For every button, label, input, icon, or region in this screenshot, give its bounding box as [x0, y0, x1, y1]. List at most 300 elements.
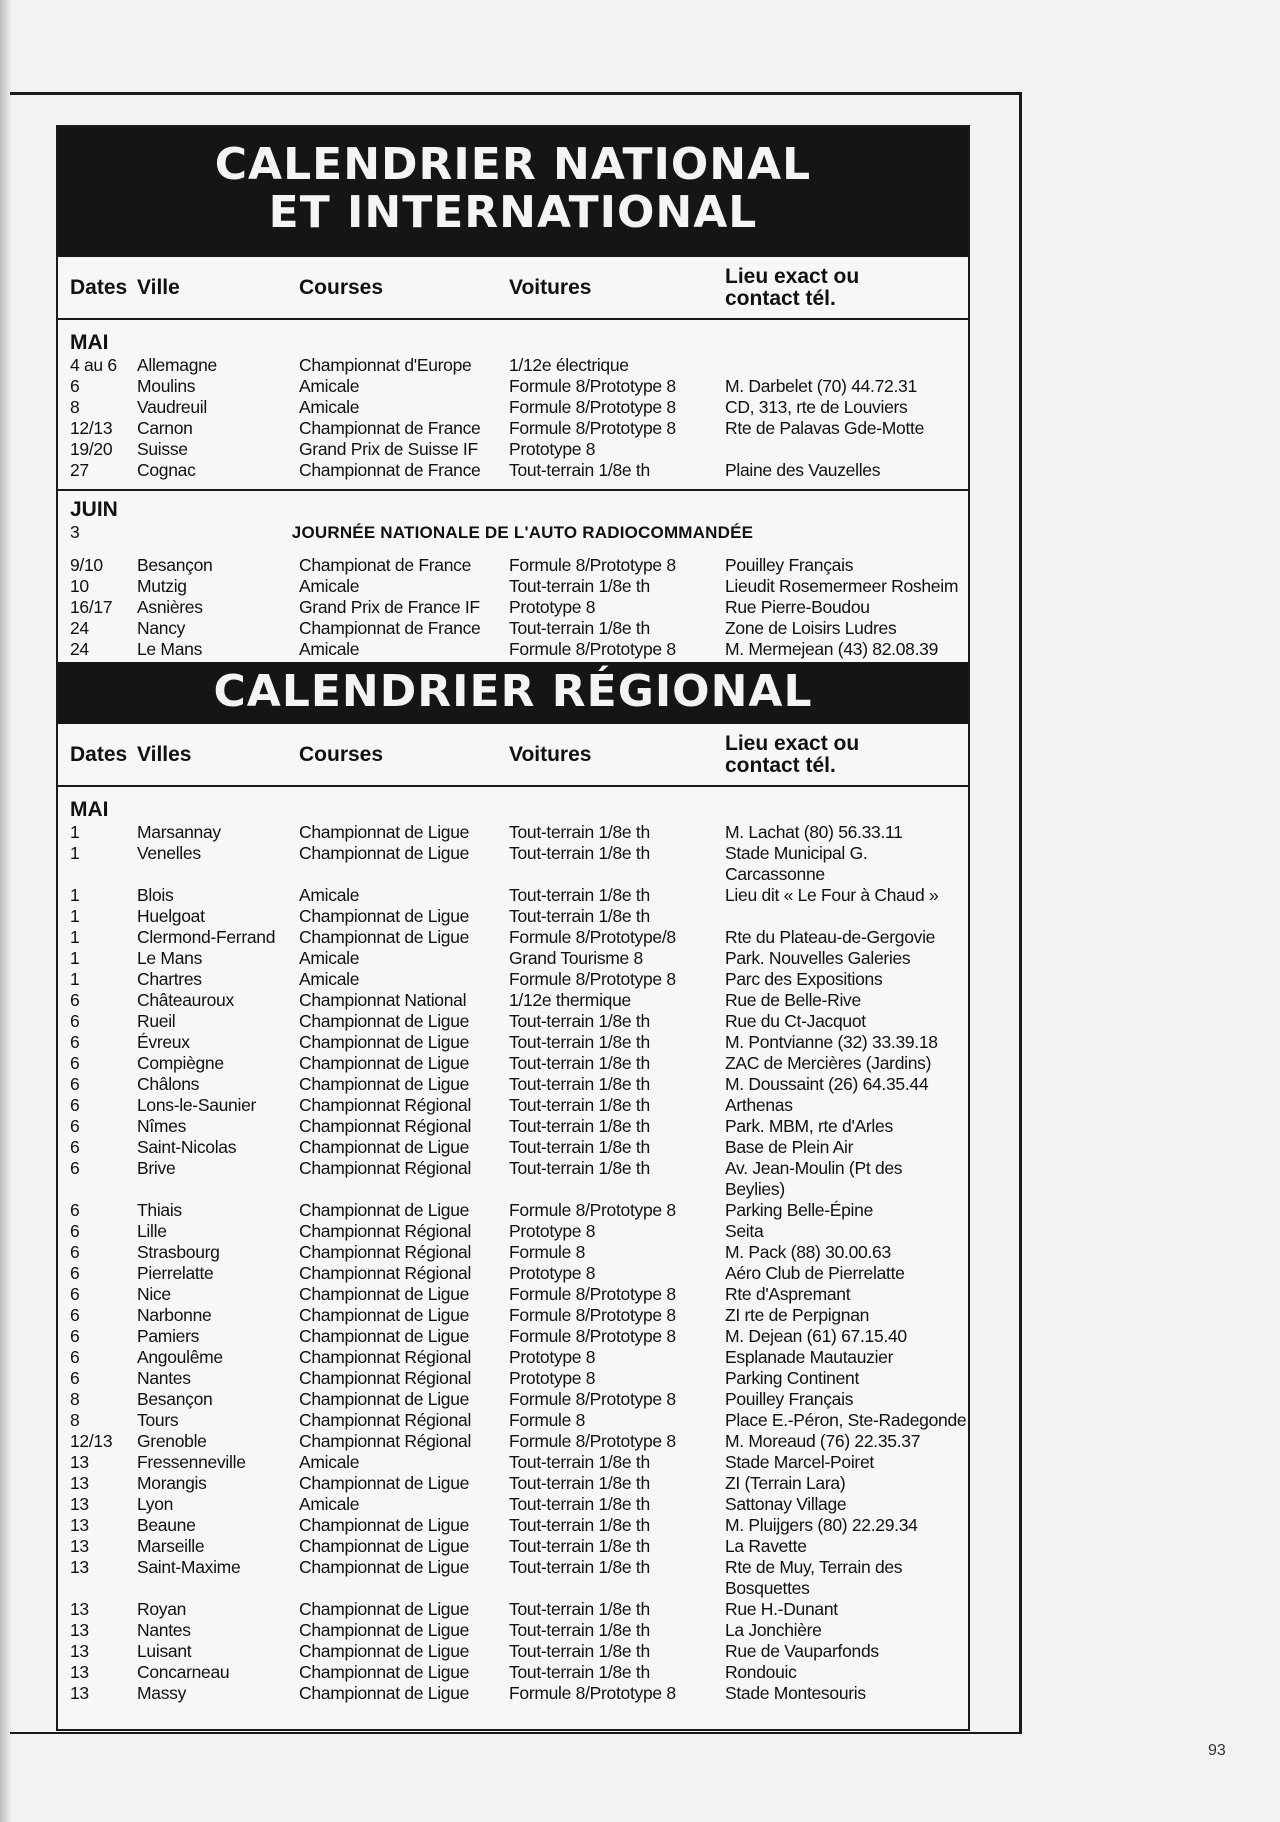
cell-course: Championnat Régional [299, 1431, 472, 1451]
cell-city: Beaune [137, 1515, 196, 1535]
cell-location: Park. Nouvelles Galeries [725, 948, 911, 968]
national-header-row [58, 257, 968, 320]
cell-car: Formule 8 [509, 1242, 586, 1262]
cell-date: 12/13 [70, 418, 113, 438]
cell-date: 1 [70, 948, 80, 968]
cell-course: Championnat Régional [299, 1410, 472, 1430]
separator [58, 489, 968, 491]
cell-city: Venelles [137, 843, 201, 863]
cell-location: M. Mermejean (43) 82.08.39 [725, 639, 939, 659]
cell-date: 1 [70, 843, 80, 863]
regional-banner: CALENDRIER RÉGIONAL [58, 662, 968, 724]
table-row [58, 1284, 968, 1305]
cell-city: Le Mans [137, 639, 203, 659]
cell-car: Formule 8/Prototype 8 [509, 1200, 676, 1220]
national-title-line2: ET INTERNATIONAL [268, 187, 758, 238]
cell-car: Tout-terrain 1/8e th [509, 618, 650, 638]
cell-city: Évreux [137, 1032, 190, 1052]
cell-course: Championnat de Ligue [299, 1200, 470, 1220]
national-juin-label: JUIN [70, 498, 118, 521]
table-row [58, 1494, 968, 1515]
cell-city: Saint-Nicolas [137, 1137, 237, 1157]
header-lieu-line1: Lieu exact ou [725, 264, 860, 288]
cell-location [725, 439, 968, 460]
cell-date: 13 [70, 1452, 89, 1472]
cell-city: Carnon [137, 418, 193, 438]
cell-date: 13 [70, 1641, 89, 1661]
cell-course: Championnat de France [299, 618, 481, 638]
cell-car: Tout-terrain 1/8e th [509, 1494, 650, 1514]
cell-course: Championnat Régional [299, 1368, 472, 1388]
cell-course: Championnat de Ligue [299, 1137, 470, 1157]
cell-car: Formule 8/Prototype 8 [509, 969, 676, 989]
table-row [58, 1326, 968, 1347]
cell-course: Championnat de Ligue [299, 1011, 470, 1031]
cell-location: Rue de Vauparfonds [725, 1641, 879, 1661]
cell-date: 6 [70, 1368, 80, 1388]
cell-date: 13 [70, 1515, 89, 1535]
cell-city: Suisse [137, 439, 188, 459]
cell-location: Rue H.-Dunant [725, 1599, 838, 1619]
cell-course: Championnat de Ligue [299, 1620, 470, 1640]
cell-city [137, 1578, 299, 1599]
cell-location: Parking Continent [725, 1368, 860, 1388]
cell-course: Championnat Régional [299, 1347, 472, 1367]
cell-location: La Ravette [725, 1536, 807, 1556]
calendar-frame [56, 125, 970, 1731]
cell-city: Nîmes [137, 1116, 187, 1136]
cell-location: Parking Belle-Épine [725, 1200, 873, 1220]
table-row [58, 1578, 968, 1599]
cell-car: Tout-terrain 1/8e th [509, 1137, 650, 1157]
header-ville: Ville [137, 275, 180, 299]
cell-car [509, 1179, 725, 1200]
cell-car: Formule 8/Prototype 8 [509, 1389, 676, 1409]
cell-date: 6 [70, 1347, 80, 1367]
cell-car: Tout-terrain 1/8e th [509, 1515, 650, 1535]
cell-city: Blois [137, 885, 174, 905]
cell-car: Prototype 8 [509, 597, 596, 617]
regional-header-row [58, 724, 968, 787]
cell-car: Tout-terrain 1/8e th [509, 1473, 650, 1493]
regional-mai-label: MAI [70, 798, 109, 821]
cell-location: Parc des Expositions [725, 969, 883, 989]
cell-car: Tout-terrain 1/8e th [509, 1074, 650, 1094]
cell-city [137, 1179, 299, 1200]
table-row [58, 927, 968, 948]
cell-location: Pouilley Français [725, 1389, 854, 1409]
cell-course: Championnat Régional [299, 1221, 472, 1241]
table-row [58, 1116, 968, 1137]
cell-date: 10 [70, 576, 89, 596]
cell-date: 6 [70, 1284, 80, 1304]
right-rule [1019, 92, 1022, 1734]
cell-location: Rte du Plateau-de-Gergovie [725, 927, 936, 947]
cell-car: Tout-terrain 1/8e th [509, 822, 650, 842]
cell-location: Stade Municipal G. [725, 843, 868, 863]
cell-car: Formule 8/Prototype 8 [509, 1284, 676, 1304]
cell-car: Tout-terrain 1/8e th [509, 1662, 650, 1682]
cell-location: M. Moreaud (76) 22.35.37 [725, 1431, 921, 1451]
journee-nationale-row [58, 522, 968, 543]
cell-car: Formule 8/Prototype 8 [509, 1683, 676, 1703]
cell-date: 13 [70, 1620, 89, 1640]
cell-course: Championnat Régional [299, 1158, 472, 1178]
cell-course: Championnat Régional [299, 1095, 472, 1115]
header-dates: Dates [70, 742, 128, 766]
cell-date: 6 [70, 1137, 80, 1157]
cell-city: Moulins [137, 376, 196, 396]
cell-date: 4 au 6 [70, 355, 117, 375]
cell-location: Rte d'Aspremant [725, 1284, 851, 1304]
cell-car: Tout-terrain 1/8e th [509, 1158, 650, 1178]
cell-city: Brive [137, 1158, 176, 1178]
header-lieu [725, 733, 968, 777]
table-row [58, 1557, 968, 1578]
cell-date: 6 [70, 990, 80, 1010]
cell-city: Grenoble [137, 1431, 207, 1451]
cell-date: 24 [70, 618, 89, 638]
cell-city: Vaudreuil [137, 397, 207, 417]
cell-course: Amicale [299, 969, 360, 989]
header-dates: Dates [70, 275, 128, 299]
header-lieu-line2: contact tél. [725, 753, 836, 777]
table-row [58, 1263, 968, 1284]
cell-city: Tours [137, 1410, 179, 1430]
cell-course: Amicale [299, 376, 360, 396]
cell-location: Stade Montesouris [725, 1683, 866, 1703]
cell-course: Championnat de Ligue [299, 1641, 470, 1661]
table-row [58, 555, 968, 576]
cell-city: Nice [137, 1284, 171, 1304]
journee-date: 3 [70, 522, 80, 542]
cell-car: Formule 8/Prototype 8 [509, 1305, 676, 1325]
cell-car: Tout-terrain 1/8e th [509, 1641, 650, 1661]
cell-location: La Jonchière [725, 1620, 822, 1640]
cell-date: 6 [70, 1158, 80, 1178]
cell-date: 13 [70, 1683, 89, 1703]
cell-location: ZI rte de Perpignan [725, 1305, 870, 1325]
cell-car: Formule 8/Prototype 8 [509, 376, 676, 396]
cell-car: Formule 8/Prototype 8 [509, 555, 676, 575]
cell-city: Châteauroux [137, 990, 234, 1010]
header-lieu-line1: Lieu exact ou [725, 731, 860, 755]
cell-course: Championnat de France [299, 418, 481, 438]
cell-car: Grand Tourisme 8 [509, 948, 643, 968]
cell-course: Grand Prix de France IF [299, 597, 480, 617]
cell-date: 8 [70, 1410, 80, 1430]
table-row [58, 1389, 968, 1410]
cell-car: 1/12e électrique [509, 355, 629, 375]
cell-location: Arthenas [725, 1095, 793, 1115]
cell-date: 6 [70, 1053, 80, 1073]
cell-car: Tout-terrain 1/8e th [509, 1557, 650, 1577]
cell-city: Le Mans [137, 948, 203, 968]
cell-location: Bosquettes [725, 1578, 810, 1598]
cell-car: Tout-terrain 1/8e th [509, 843, 650, 863]
header-lieu [725, 266, 968, 310]
cell-location: Plaine des Vauzelles [725, 460, 881, 480]
table-row [58, 969, 968, 990]
cell-date: 6 [70, 1074, 80, 1094]
cell-location: Aéro Club de Pierrelatte [725, 1263, 905, 1283]
table-row [58, 1032, 968, 1053]
cell-course: Championnat de Ligue [299, 1557, 470, 1577]
table-row [58, 1074, 968, 1095]
cell-date: 9/10 [70, 555, 103, 575]
cell-location: ZAC de Mercières (Jardins) [725, 1053, 932, 1073]
table-row [58, 885, 968, 906]
cell-course: Championnat de Ligue [299, 1389, 470, 1409]
cell-car: 1/12e thermique [509, 990, 631, 1010]
header-voitures: Voitures [509, 275, 592, 299]
cell-location: M. Lachat (80) 56.33.11 [725, 822, 903, 842]
cell-car: Tout-terrain 1/8e th [509, 1011, 650, 1031]
cell-city: Lons-le-Saunier [137, 1095, 257, 1115]
cell-city: Pierrelatte [137, 1263, 214, 1283]
cell-car [509, 1578, 725, 1599]
regional-rows [58, 822, 968, 1704]
cell-date: 6 [70, 1326, 80, 1346]
table-row [58, 1431, 968, 1452]
cell-location: Av. Jean-Moulin (Pt des [725, 1158, 903, 1178]
cell-course: Championnat de Ligue [299, 1074, 470, 1094]
cell-car: Tout-terrain 1/8e th [509, 1599, 650, 1619]
cell-city [137, 864, 299, 885]
cell-city: Nantes [137, 1620, 191, 1640]
cell-car: Formule 8/Prototype 8 [509, 418, 676, 438]
cell-city: Massy [137, 1683, 187, 1703]
table-row [58, 597, 968, 618]
cell-location [725, 355, 968, 376]
cell-date: 16/17 [70, 597, 113, 617]
cell-car: Tout-terrain 1/8e th [509, 1116, 650, 1136]
cell-city: Royan [137, 1599, 187, 1619]
national-mai-label: MAI [70, 331, 109, 354]
cell-date: 6 [70, 1200, 80, 1220]
table-row [58, 822, 968, 843]
cell-city: Lyon [137, 1494, 174, 1514]
cell-location: M. Dejean (61) 67.15.40 [725, 1326, 907, 1346]
table-row [58, 1158, 968, 1179]
cell-car: Formule 8/Prototype 8 [509, 639, 676, 659]
table-row [58, 376, 968, 397]
table-row [58, 1599, 968, 1620]
cell-date: 6 [70, 1263, 80, 1283]
cell-city: Marseille [137, 1536, 205, 1556]
cell-city: Besançon [137, 1389, 213, 1409]
cell-car: Tout-terrain 1/8e th [509, 1536, 650, 1556]
table-row [58, 439, 968, 460]
cell-car: Tout-terrain 1/8e th [509, 1452, 650, 1472]
cell-date [58, 1578, 137, 1599]
table-row [58, 1452, 968, 1473]
cell-car: Prototype 8 [509, 439, 596, 459]
cell-date: 1 [70, 927, 80, 947]
cell-course: Championnat de Ligue [299, 843, 470, 863]
cell-location: Lieudit Rosemermeer Rosheim [725, 576, 959, 596]
table-row [58, 1200, 968, 1221]
cell-location: Rue de Belle-Rive [725, 990, 861, 1010]
cell-car: Tout-terrain 1/8e th [509, 1095, 650, 1115]
national-banner [58, 127, 968, 257]
spacer [58, 543, 968, 555]
table-row [58, 460, 968, 481]
cell-course: Championnat de Ligue [299, 1599, 470, 1619]
table-row [58, 1179, 968, 1200]
cell-course: Amicale [299, 948, 360, 968]
table-row [58, 1095, 968, 1116]
cell-location: M. Doussaint (26) 64.35.44 [725, 1074, 929, 1094]
cell-city: Angoulême [137, 1347, 223, 1367]
table-row [58, 948, 968, 969]
cell-course: Championnat de Ligue [299, 927, 470, 947]
cell-date: 6 [70, 1242, 80, 1262]
table-row [58, 1347, 968, 1368]
cell-city: Allemagne [137, 355, 217, 375]
table-row [58, 1137, 968, 1158]
cell-course: Amicale [299, 576, 360, 596]
cell-location: M. Darbelet (70) 44.72.31 [725, 376, 917, 396]
table-row [58, 1683, 968, 1704]
cell-course: Amicale [299, 1494, 360, 1514]
cell-date: 6 [70, 1011, 80, 1031]
cell-course: Championat de France [299, 555, 472, 575]
cell-city: Rueil [137, 1011, 176, 1031]
table-row [58, 843, 968, 864]
cell-course: Amicale [299, 397, 360, 417]
cell-city: Cognac [137, 460, 196, 480]
cell-course: Championnat de Ligue [299, 1515, 470, 1535]
table-row [58, 418, 968, 439]
cell-location: ZI (Terrain Lara) [725, 1473, 846, 1493]
header-courses: Courses [299, 275, 384, 299]
cell-city: Besançon [137, 555, 213, 575]
cell-course: Championnat de Ligue [299, 1284, 470, 1304]
cell-city: Lille [137, 1221, 167, 1241]
cell-course: Championnat de Ligue [299, 1662, 470, 1682]
cell-location: M. Pack (88) 30.00.63 [725, 1242, 891, 1262]
cell-location: Pouilley Français [725, 555, 854, 575]
cell-location: Lieu dit « Le Four à Chaud » [725, 885, 939, 905]
cell-course: Championnat Régional [299, 1242, 472, 1262]
table-row [58, 1620, 968, 1641]
cell-location: Rte de Muy, Terrain des [725, 1557, 903, 1577]
table-row [58, 1305, 968, 1326]
national-juin-rows [58, 555, 968, 660]
table-row [58, 1242, 968, 1263]
table-row [58, 355, 968, 376]
cell-city: Nantes [137, 1368, 191, 1388]
cell-car: Prototype 8 [509, 1368, 596, 1388]
cell-course: Amicale [299, 1452, 360, 1472]
cell-city: Asnières [137, 597, 203, 617]
cell-date [58, 864, 137, 885]
cell-date: 1 [70, 906, 80, 926]
cell-date: 6 [70, 1116, 80, 1136]
cell-date: 1 [70, 822, 80, 842]
cell-location: Carcassonne [725, 864, 825, 884]
page-edge-shadow [0, 0, 12, 1822]
cell-course: Championnat de Ligue [299, 906, 470, 926]
cell-course: Championnat National [299, 990, 467, 1010]
cell-course: Championnat de Ligue [299, 1305, 470, 1325]
cell-city: Concarneau [137, 1662, 230, 1682]
cell-city: Saint-Maxime [137, 1557, 241, 1577]
table-row [58, 1368, 968, 1389]
cell-car: Formule 8/Prototype 8 [509, 1326, 676, 1346]
cell-city: Fressenneville [137, 1452, 246, 1472]
cell-car: Formule 8/Prototype 8 [509, 397, 676, 417]
cell-course: Championnat de France [299, 460, 481, 480]
cell-date: 27 [70, 460, 89, 480]
table-row [58, 639, 968, 660]
cell-car: Tout-terrain 1/8e th [509, 460, 650, 480]
cell-date: 1 [70, 885, 80, 905]
cell-location: Zone de Loisirs Ludres [725, 618, 897, 638]
table-row [58, 1410, 968, 1431]
table-row [58, 1053, 968, 1074]
cell-city: Châlons [137, 1074, 200, 1094]
cell-location: M. Pluijgers (80) 22.29.34 [725, 1515, 918, 1535]
cell-course: Championnat de Ligue [299, 1053, 470, 1073]
cell-date: 8 [70, 1389, 80, 1409]
cell-date: 13 [70, 1473, 89, 1493]
bottom-rule [10, 1732, 1022, 1734]
cell-city: Narbonne [137, 1305, 212, 1325]
cell-location: Rte de Palavas Gde-Motte [725, 418, 925, 438]
cell-car: Tout-terrain 1/8e th [509, 1032, 650, 1052]
cell-location: CD, 313, rte de Louviers [725, 397, 908, 417]
table-row [58, 618, 968, 639]
header-villes: Villes [137, 742, 192, 766]
cell-car: Formule 8/Prototype 8 [509, 1431, 676, 1451]
cell-date: 12/13 [70, 1431, 113, 1451]
cell-car: Prototype 8 [509, 1347, 596, 1367]
cell-date: 6 [70, 1095, 80, 1115]
cell-date: 19/20 [70, 439, 113, 459]
cell-location: Sattonay Village [725, 1494, 847, 1514]
cell-location: Place E.-Péron, Ste-Radegonde [725, 1410, 967, 1430]
cell-date: 6 [70, 1305, 80, 1325]
cell-location: Park. MBM, rte d'Arles [725, 1116, 893, 1136]
cell-course: Championnat de Ligue [299, 822, 470, 842]
cell-course: Championnat d'Europe [299, 355, 472, 375]
table-row [58, 1641, 968, 1662]
header-courses: Courses [299, 742, 384, 766]
national-mai-rows [58, 355, 968, 481]
cell-car: Tout-terrain 1/8e th [509, 576, 650, 596]
cell-city: Mutzig [137, 576, 187, 596]
cell-course [299, 864, 509, 885]
cell-date: 13 [70, 1494, 89, 1514]
cell-date: 13 [70, 1662, 89, 1682]
cell-date: 6 [70, 1032, 80, 1052]
header-voitures: Voitures [509, 742, 592, 766]
cell-location: Rue Pierre-Boudou [725, 597, 870, 617]
cell-date [58, 1179, 137, 1200]
cell-location: Rondouic [725, 1662, 797, 1682]
cell-course: Championnat de Ligue [299, 1032, 470, 1052]
cell-city: Compiègne [137, 1053, 224, 1073]
table-row [58, 864, 968, 885]
page-number: 93 [1208, 1742, 1226, 1759]
cell-car: Tout-terrain 1/8e th [509, 1620, 650, 1640]
table-row [58, 1221, 968, 1242]
cell-date: 13 [70, 1557, 89, 1577]
cell-car [509, 864, 725, 885]
cell-date: 24 [70, 639, 89, 659]
